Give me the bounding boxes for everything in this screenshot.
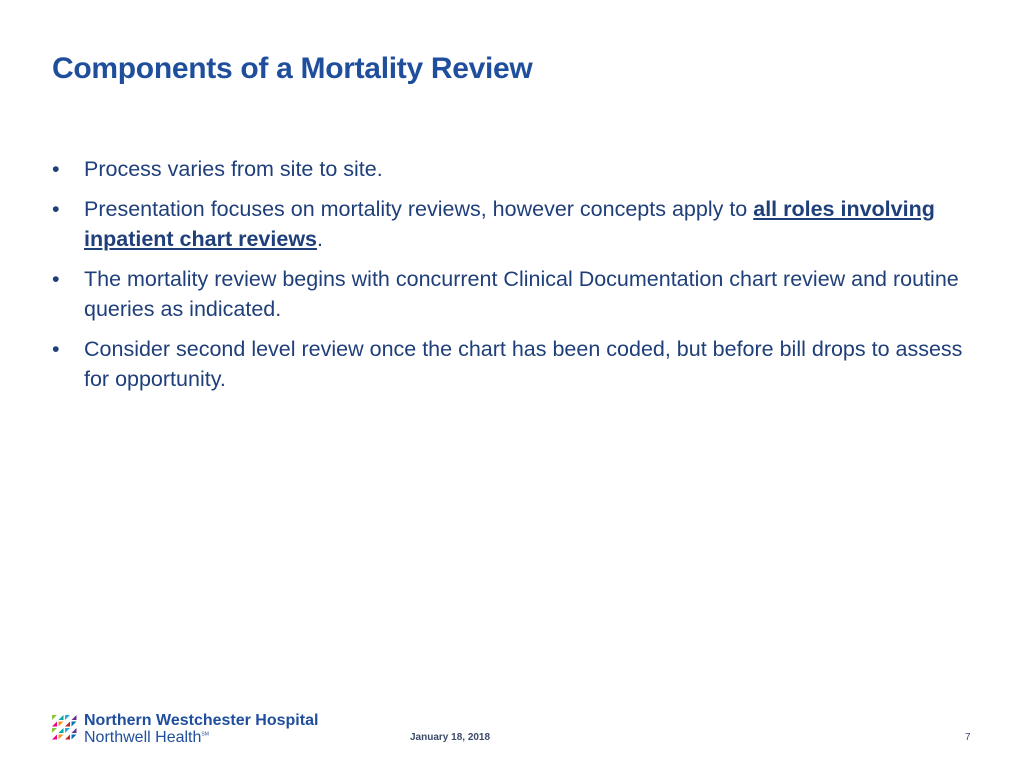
logo-hospital-name: Northern Westchester Hospital [84, 712, 319, 729]
bullet-item [52, 154, 982, 184]
bullet-text: Presentation focuses on mortality reviews, however concepts apply to [84, 197, 754, 221]
logo-triangle [59, 728, 64, 733]
logo-triangle [65, 722, 70, 727]
logo-service-mark: SM [201, 731, 209, 738]
bullet-text: The mortality review begins with concurrent Clinical Documentation chart review and routine queries as indicated. [84, 267, 959, 321]
bullet-text: Process varies from site to site. [84, 157, 383, 181]
logo-triangle [52, 728, 57, 733]
logo-triangle [52, 722, 57, 727]
bullet-item [52, 194, 982, 254]
logo-system-name [84, 729, 209, 747]
logo-mark-icon [52, 715, 78, 741]
footer-date: January 18, 2018 [410, 732, 491, 743]
bullet-text: Consider second level review once the chart has been coded, but before bill drops to assess for opportunity. [84, 337, 963, 391]
hospital-logo [52, 712, 352, 746]
logo-triangle [52, 735, 57, 740]
logo-triangle [72, 735, 77, 740]
page-number: 7 [965, 732, 971, 743]
logo-triangle [72, 722, 77, 727]
logo-system-name-text: Northwell Health [84, 729, 202, 746]
logo-triangle [72, 715, 77, 720]
bullet-glyph: • [52, 197, 60, 221]
slide-title: Components of a Mortality Review [52, 52, 533, 85]
bullet-item [52, 264, 982, 324]
bullet-glyph: • [52, 337, 60, 361]
bullet-item [52, 334, 982, 394]
bullet-glyph: • [52, 267, 60, 291]
logo-triangle [59, 715, 64, 720]
bullet-list [52, 154, 982, 404]
logo-triangle [59, 722, 64, 727]
logo-triangle [72, 728, 77, 733]
bullet-emphasis-text: all roles involving inpatient chart reviews [84, 197, 935, 251]
logo-triangle [65, 735, 70, 740]
bullet-text-end: . [317, 227, 323, 251]
logo-triangle [59, 735, 64, 740]
bullet-glyph: • [52, 157, 60, 181]
logo-triangle [65, 728, 70, 733]
logo-triangle [52, 715, 57, 720]
logo-triangle [65, 715, 70, 720]
